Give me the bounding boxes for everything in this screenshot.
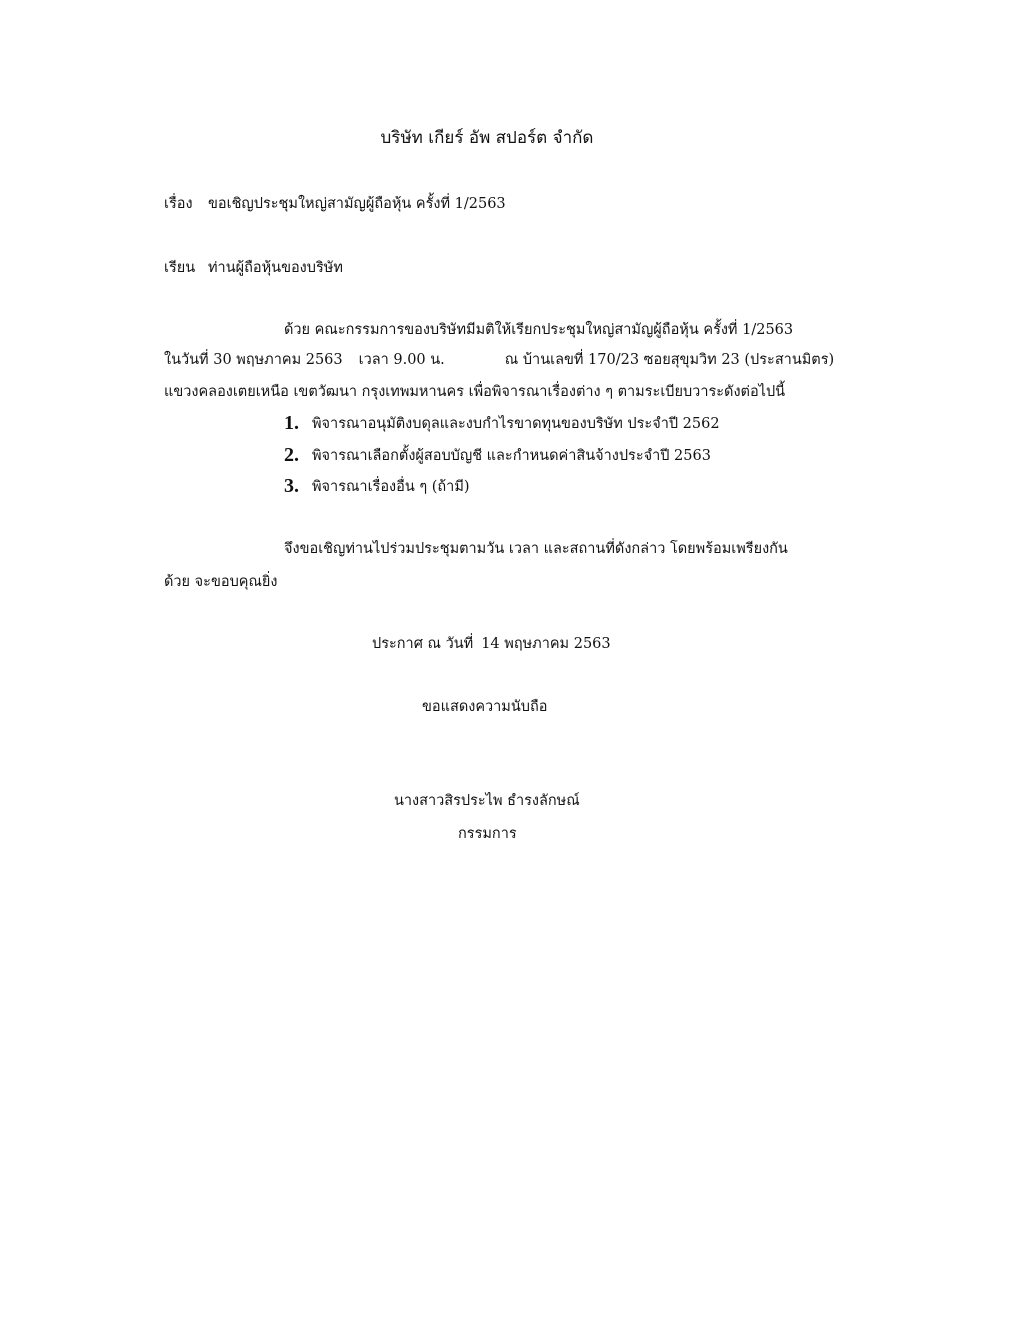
agenda-number: 2. xyxy=(284,444,299,466)
meeting-date: ในวันที่ 30 พฤษภาคม 2563 xyxy=(164,352,343,368)
announcement-prefix: ประกาศ ณ วันที่ xyxy=(372,636,474,652)
agenda-text: พิจารณาเลือกตั้งผู้สอบบัญชี และกำหนดค่าสินจ้างประจำปี 2563 xyxy=(312,448,711,464)
signer-name: นางสาวสิรประไพ ธำรงลักษณ์ xyxy=(394,793,580,809)
subject-text: ขอเชิญประชุมใหญ่สามัญผู้ถือหุ้น ครั้งที่ 1/2563 xyxy=(208,196,506,212)
regards-line: ขอแสดงความนับถือ xyxy=(422,699,548,715)
agenda-item xyxy=(284,413,720,434)
agenda-text: พิจารณาอนุมัติงบดุลและงบกำไรขาดทุนของบริษัท ประจำปี 2562 xyxy=(312,416,720,432)
announcement-line xyxy=(372,634,611,654)
recipient-label: เรียน xyxy=(164,260,196,276)
closing-line-2: ด้วย จะขอบคุณยิ่ง xyxy=(164,574,278,590)
subject-label: เรื่อง xyxy=(164,196,193,212)
closing-line-1: จึงขอเชิญท่านไปร่วมประชุมตามวัน เวลา และสถานที่ดังกล่าว โดยพร้อมเพรียงกัน xyxy=(284,541,788,557)
agenda-number: 1. xyxy=(284,412,299,434)
meeting-time: เวลา 9.00 น. xyxy=(358,352,445,368)
announcement-date: 14 พฤษภาคม 2563 xyxy=(481,636,611,652)
body-line-3: แขวงคลองเตยเหนือ เขตวัฒนา กรุงเทพมหานคร เพื่อพิจารณาเรื่องต่าง ๆ ตามระเบียบวาระดังต่อไปนี้ xyxy=(164,384,786,400)
recipient-text: ท่านผู้ถือหุ้นของบริษัท xyxy=(208,260,343,276)
body-line-1: ด้วย คณะกรรมการของบริษัทมีมติให้เรียกประชุมใหญ่สามัญผู้ถือหุ้น ครั้งที่ 1/2563 xyxy=(284,322,794,338)
agenda-number: 3. xyxy=(284,475,299,497)
body-line-2 xyxy=(164,350,834,370)
agenda-item xyxy=(284,476,470,497)
signer-position: กรรมการ xyxy=(458,826,517,842)
recipient-line xyxy=(164,258,343,278)
agenda-text: พิจารณาเรื่องอื่น ๆ (ถ้ามี) xyxy=(312,479,470,495)
meeting-place: ณ บ้านเลขที่ 170/23 ซอยสุขุมวิท 23 (ประสานมิตร) xyxy=(504,352,835,368)
company-name: บริษัท เกียร์ อัพ สปอร์ต จำกัด xyxy=(380,128,594,148)
agenda-item xyxy=(284,445,711,466)
subject-line xyxy=(164,194,506,214)
